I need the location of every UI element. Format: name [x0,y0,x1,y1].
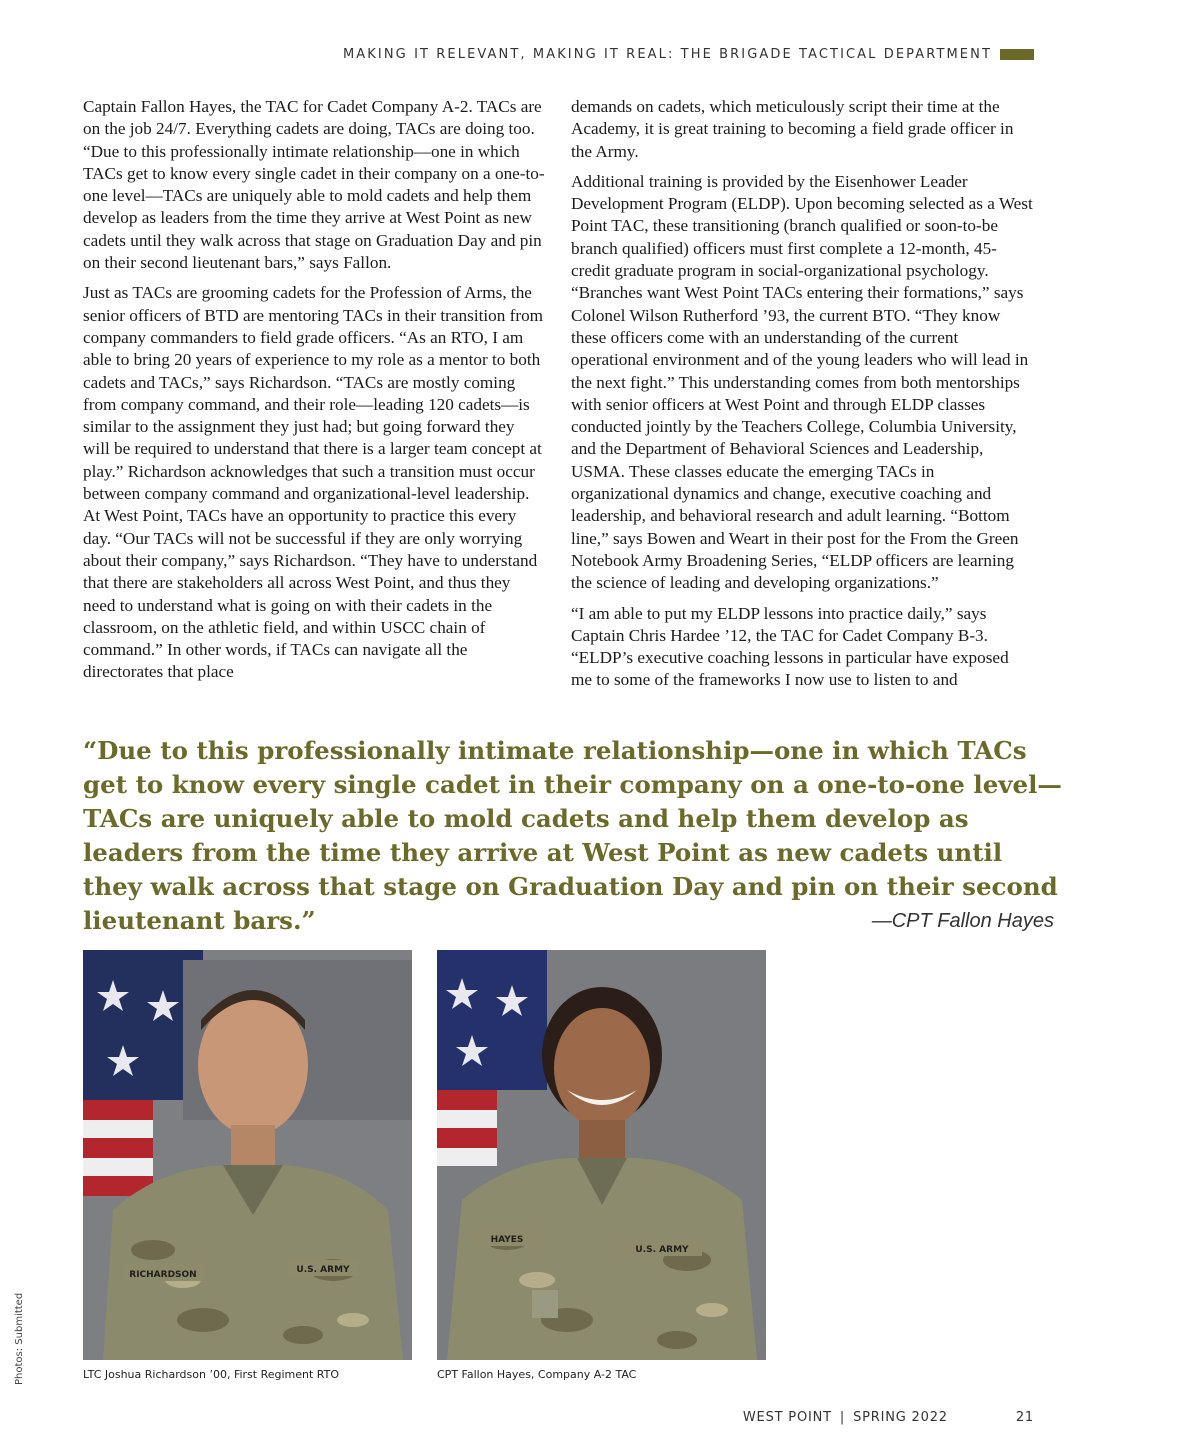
branch-tape-text: U.S. ARMY [296,1265,350,1275]
running-head [343,47,1034,62]
left-column [83,96,545,692]
footer-separator: | [839,1410,846,1425]
body-paragraph: Additional training is provided by the Eisenhower Leader Development Program (ELDP). Upon becoming selected as a West Point TAC, these transitioning (branch qualified or soon-to-be branch qualified) officers must first complete a 12-month, 45-credit graduate program in social-organizational psychology. “Branches want West Point TACs entering their formations,” says Colonel Wilson Rutherford ’93, the current BTO. “They know these officers come with an understanding of the current operational environment and of the young leaders who will lead in the next fight.” This understanding comes from both mentorships with senior officers at West Point and through ELDP classes conducted jointly by the Teachers College, Columbia University, and the Department of Behavioral Sciences and Leadership, USMA. These classes educate the emerging TACs in organizational dynamics and change, executive coaching and leadership, and behavioral research and adult learning. “Bottom line,” says Bowen and Weart in their post for the From the Green Notebook Army Broadening Series, “ELDP officers are learning the science of leading and developing organizations.” [571,171,1033,593]
branch-tape-text: U.S. ARMY [635,1245,689,1255]
body-paragraph: demands on cadets, which meticulously script their time at the Academy, it is great training to becoming a field grade officer in the Army. [571,97,1014,161]
body-paragraph: “I am able to put my ELDP lessons into practice daily,” says Captain Chris Hardee ’12, the TAC for Cadet Company B-3. “ELDP’s executive coaching lessons in particular have exposed me to some of the frameworks I now use to listen to and [571,603,1009,690]
page-footer [743,1410,1034,1425]
body-paragraph: Just as TACs are grooming cadets for the Profession of Arms, the senior officers of BTD are mentoring TACs in their transition from company commanders to field grade officers. “As an RTO, I am able to bring 20 years of experience to my role as a mentor to both cadets and TACs,” says Richardson. “TACs are mostly coming from company command, and their role—leading 120 cadets—is similar to the assignment they just had; but going forward they will be required to understand that there is a larger team concept at play.” Richardson acknowledges that such a transition must occur between company command and organizational-level leadership. At West Point, TACs have an opportunity to practice this every day. “Our TACs will not be successful if they are only worrying about their company,” says Richardson. “They have to understand that there are stakeholders all across West Point, and thus they need to understand what is going on with their cadets in the classroom, on the athletic field, and within USCC chain of command.” In other words, if TACs can navigate all the directorates that place [83,283,544,682]
footer-issue: SPRING 2022 [853,1410,948,1425]
page-number: 21 [1015,1410,1034,1425]
right-column [571,96,1033,700]
photo-caption: CPT Fallon Hayes, Company A-2 TAC [437,1368,637,1381]
body-paragraph: Captain Fallon Hayes, the TAC for Cadet Company A-2. TACs are on the job 24/7. Everything cadets are doing, TACs are doing too. “Due to this professionally intimate relationship—one in which TACs get to know every single cadet in their company on a one-to-one level—TACs are uniquely able to mold cadets and help them develop as leaders from the time they arrive at West Point as new cadets until they walk across that stage on Graduation Day and pin on their second lieutenant bars,” says Fallon. [83,97,545,273]
photo-hayes [437,950,766,1360]
photo-credit: Photos: Submitted [14,1292,25,1385]
running-head-bar [1000,49,1034,60]
pull-quote-attribution: —CPT Fallon Hayes [871,910,1054,932]
running-head-text: MAKING IT RELEVANT, MAKING IT REAL: THE BRIGADE TACTICAL DEPARTMENT [342,47,992,62]
footer-publication: WEST POINT [742,1410,832,1425]
name-tape-text: HAYES [490,1235,524,1245]
photo-richardson [83,950,412,1360]
photo-caption: LTC Joshua Richardson ’00, First Regiment RTO [83,1368,340,1381]
name-tape-text: RICHARDSON [129,1270,197,1280]
pull-quote: “Due to this professionally intimate relationship—one in which TACs get to know every single cadet in their company on a one-to-one level—TACs are uniquely able to mold cadets and help them develop as leaders from the time they arrive at West Point as new cadets until they walk across that stage on Graduation Day and pin on their second lieutenant bars.” [83,736,1062,935]
